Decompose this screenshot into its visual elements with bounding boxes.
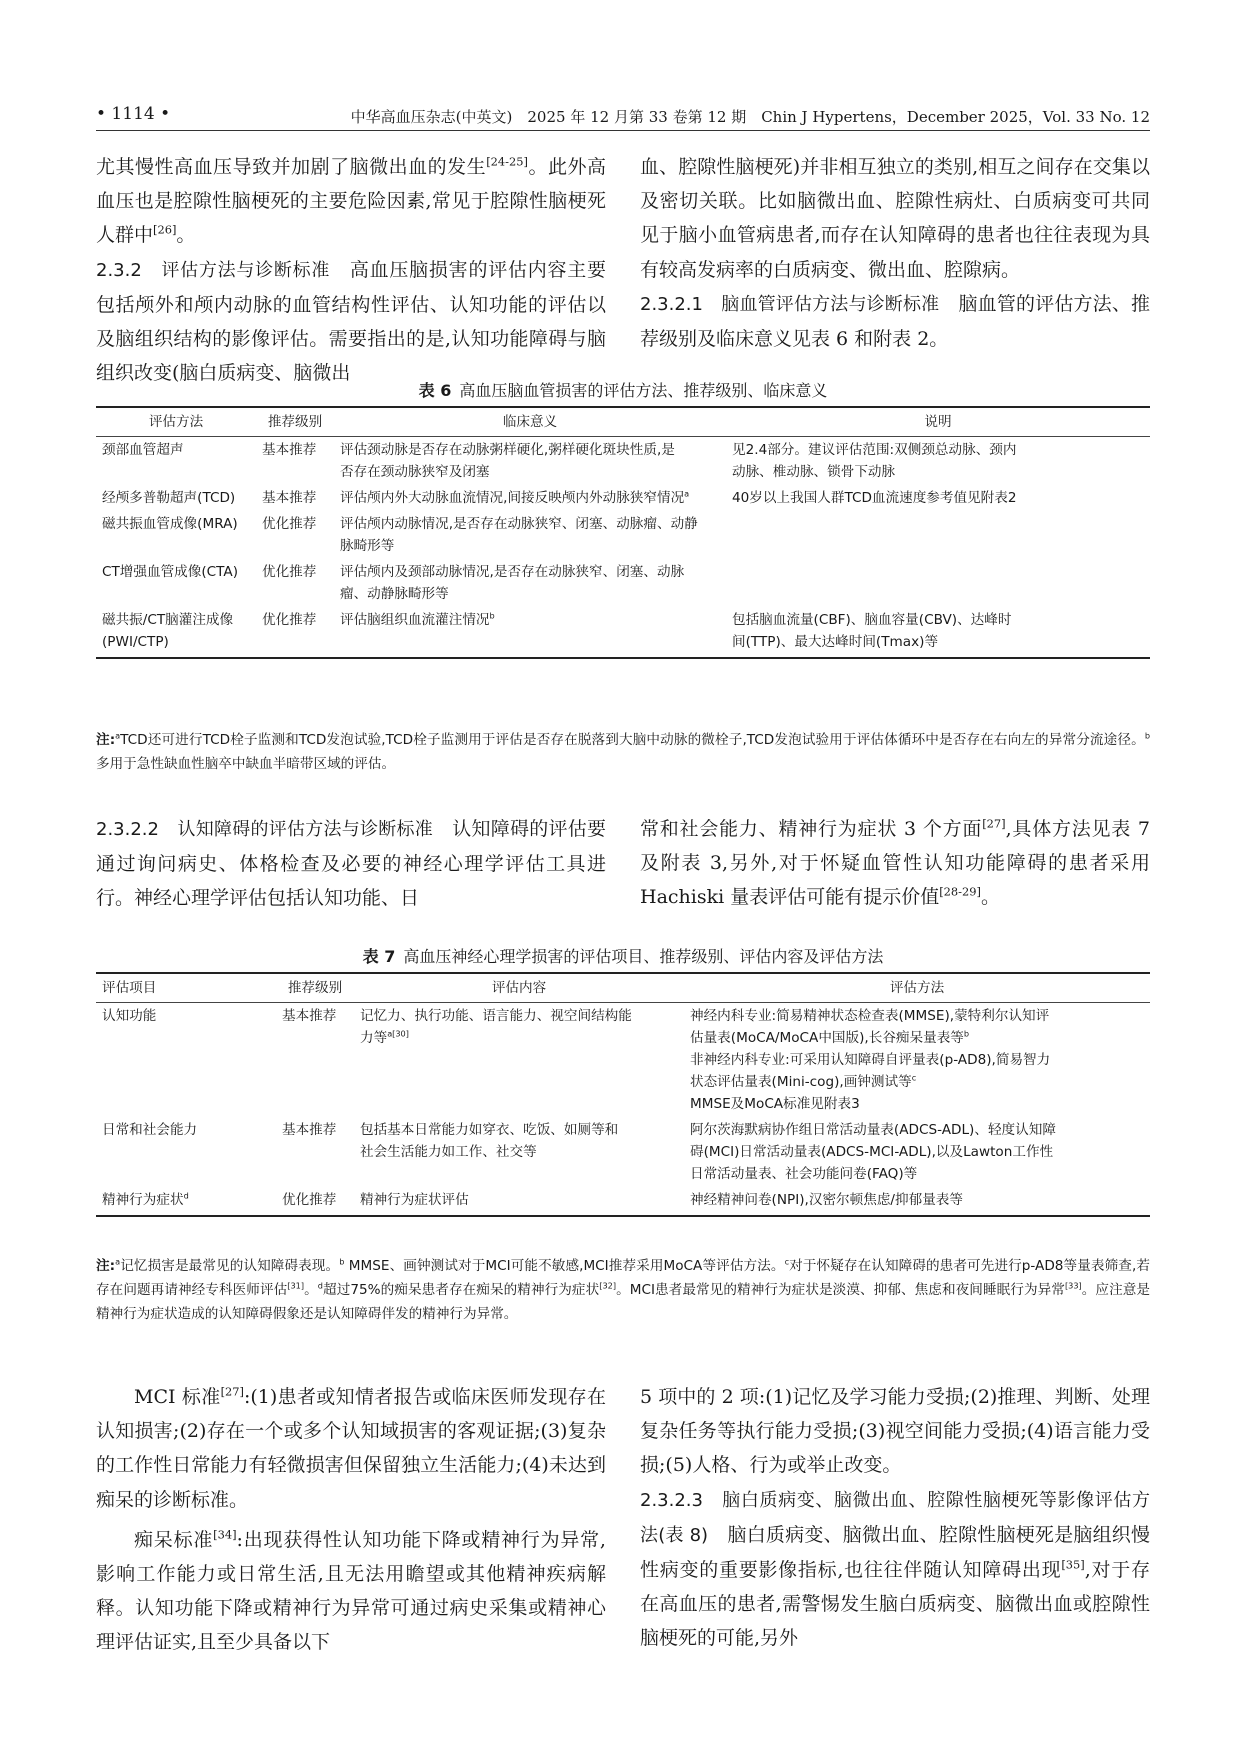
heading-2-3-2-2: 2.3.2.2 认知障碍的评估方法与诊断标准 [96, 819, 433, 840]
heading-2-3-2-3: 2.3.2.3 脑白质病变、脑微出血、腔隙性脑梗死等影像评估方法(表 8) [640, 1489, 1150, 1546]
cell-level: 优化推荐 [262, 516, 317, 532]
table7 [96, 972, 1150, 1217]
section2-right-column [640, 812, 1150, 915]
cell-content: 记忆力、执行功能、语言能力、视空间结构能 力等$^{a[30]}$ [360, 1008, 632, 1046]
table7-caption: 表 7 高血压神经心理学损害的评估项目、推荐级别、评估内容及评估方法 [362, 947, 884, 966]
citation: [34] [213, 1527, 237, 1542]
section3-right-column [640, 1380, 1150, 1656]
citation: [27] [220, 1384, 244, 1399]
citation: [24-25] [486, 154, 528, 169]
col-header: 推荐级别 [256, 407, 334, 437]
cell-meaning: 评估颅内及颈部动脉情况,是否存在动脉狭窄、闭塞、动脉 瘤、动静脉畸形等 [340, 564, 685, 602]
cell-level: 优化推荐 [262, 564, 317, 580]
table-row [96, 437, 1150, 486]
cell-level: 优化推荐 [276, 1187, 354, 1216]
table-row [96, 1187, 1150, 1216]
table-header-row [96, 407, 1150, 437]
cell-item: 日常和社会能力 [102, 1122, 198, 1138]
col-header: 评估方法 [684, 973, 1150, 1003]
cell-item: 精神行为症状$^d$ [96, 1187, 276, 1216]
cell-note [726, 511, 1150, 559]
table-header-row [96, 973, 1150, 1003]
paragraph: 常和社会能力、精神行为症状 3 个方面[27],具体方法见表 7 及附表 3,另外,对于怀疑血管性认知功能障碍的患者采用 Hachiski 量表评估可能有提示价值[28-29]。 [640, 816, 1150, 909]
cell-meaning: 评估脑组织血流灌注情况$^b$ [334, 607, 726, 658]
paragraph: 血、腔隙性脑梗死)并非相互独立的类别,相互之间存在交集以及密切关联。比如脑微出血、腔隙性病灶、白质病变可共同见于脑小血管病患者,而存在认知障碍的患者也往往表现为具有较高发病率的白质病变、微出血、腔隙病。 [640, 156, 1150, 281]
citation: [35] [1061, 1557, 1085, 1572]
table6 [96, 406, 1150, 659]
table-row [96, 511, 1150, 559]
cell-note [726, 559, 1150, 607]
citation: [26] [153, 223, 177, 238]
cell-note: 包括脑血流量(CBF)、脑血容量(CBV)、达峰时 间(TTP)、最大达峰时间(Tmax)等 [726, 607, 1150, 658]
paragraph: 5 项中的 2 项:(1)记忆及学习能力受损;(2)推理、判断、处理复杂任务等执行能力受损;(3)视空间能力受损;(4)语言能力受损;(5)人格、行为或举止改变。 [640, 1386, 1150, 1477]
col-header: 评估项目 [96, 973, 276, 1003]
cell-meaning: 评估颅内外大动脉血流情况,间接反映颅内外动脉狭窄情况$^a$ [340, 488, 690, 506]
section-2-3-2: 2.3.2 评估方法与诊断标准 高血压脑损害的评估内容主要包括颅外和颅内动脉的血管结构性评估、认知功能的评估以及脑组织结构的影像评估。需要指出的是,认知功能障碍与脑组织改变(脑白质病变、脑微出 [96, 258, 606, 385]
cell-note: 40岁以上我国人群TCD血流速度参考值见附表2 [732, 490, 1017, 506]
section-2-3-2-3: 2.3.2.3 脑白质病变、脑微出血、腔隙性脑梗死等影像评估方法(表 8) 脑白质病变、脑微出血、腔隙性脑梗死是脑组织慢性病变的重要影像指标,也往往伴随认知障碍出现[35],对于存在高血压的患者,需警惕发生脑白质病变、脑微出血或腔隙性脑梗死的可能,另外 [640, 1489, 1150, 1650]
cell-level: 基本推荐 [262, 490, 317, 506]
cell-method: 磁共振/CT脑灌注成像 (PWI/CTP) [96, 607, 256, 658]
section1-right-column [640, 150, 1150, 356]
running-head [96, 100, 1150, 131]
cell-method: 颈部血管超声 [102, 442, 184, 458]
table-row [96, 607, 1150, 658]
table-row [96, 1117, 1150, 1187]
dementia-criteria: 痴呆标准[34]:出现获得性认知功能下降或精神行为异常,影响工作能力或日常生活,且无法用瞻望或其他精神疾病解释。认知功能下降或精神行为异常可通过病史采集或精神心理评估证实,且至少具备以下 [96, 1527, 606, 1654]
citation: [27] [982, 816, 1006, 831]
cell-item: 认知功能 [102, 1008, 157, 1024]
cell-method: 神经精神问卷(NPI),汉密尔顿焦虑/抑郁量表等 [684, 1187, 1150, 1216]
cell-note: 见2.4部分。建议评估范围:双侧颈总动脉、颈内 动脉、椎动脉、锁骨下动脉 [732, 442, 1017, 480]
cell-level: 基本推荐 [262, 442, 317, 458]
citation: [28-29] [939, 885, 981, 900]
cell-method: 阿尔茨海默病协作组日常活动量表(ADCS-ADL)、轻度认知障 碍(MCI)日常活动量表(ADCS-MCI-ADL),以及Lawton工作性 日常活动量表、社会功能问卷(FAQ)等 [690, 1122, 1056, 1182]
table-row [96, 485, 1150, 511]
cell-method: 经颅多普勒超声(TCD) [102, 490, 236, 506]
section2-left-column [96, 812, 606, 916]
section-2-3-2-1: 2.3.2.1 脑血管评估方法与诊断标准 脑血管的评估方法、推荐级别及临床意义见表 6 和附表 2。 [640, 292, 1150, 351]
col-header: 说明 [726, 407, 1150, 437]
table7-footnote: 注:$^a$记忆损害是最常见的认知障碍表现。$^b$ MMSE、画钟测试对于MCI可能不敏感,MCI推荐采用MoCA等评估方法。$^c$对于怀疑存在认知障碍的患者可先进行p-AD8等量表筛查,若存在问题再请神经专科医师评估[31]。$^d$超过75%的痴呆患者存在痴呆的精神行为症状[32]。MCI患者最常见的精神行为症状是淡漠、抑郁、焦虑和夜间睡眠行为异常[33]。应注意是精神行为症状造成的认知障碍假象还是认知障碍伴发的精神行为异常。 [96, 1256, 1151, 1322]
cell-level: 优化推荐 [256, 607, 334, 658]
page-number: • 1114 • [96, 104, 171, 124]
col-header: 推荐级别 [276, 973, 354, 1003]
mci-criteria: MCI 标准[27]:(1)患者或知情者报告或临床医师发现存在认知损害;(2)存在一个或多个认知域损害的客观证据;(3)复杂的工作性日常能力有轻微损害但保留独立生活能力;(4)未达到痴呆的诊断标准。 [96, 1384, 606, 1511]
paragraph: 尤其慢性高血压导致并加剧了脑微出血的发生[24-25]。此外高血压也是腔隙性脑梗死的主要危险因素,常见于腔隙性脑梗死人群中[26]。 [96, 154, 606, 247]
table6-caption: 表 6 高血压脑血管损害的评估方法、推荐级别、临床意义 [418, 381, 828, 400]
section3-left-column [96, 1380, 606, 1660]
cell-content: 包括基本日常能力如穿衣、吃饭、如厕等和 社会生活能力如工作、社交等 [360, 1122, 619, 1160]
cell-content: 精神行为症状评估 [354, 1187, 684, 1216]
journal-page [96, 0, 1150, 1755]
cell-method: 磁共振血管成像(MRA) [102, 516, 238, 532]
section-2-3-2-2: 2.3.2.2 认知障碍的评估方法与诊断标准 认知障碍的评估要通过询问病史、体格检查及必要的神经心理学评估工具进行。神经心理学评估包括认知功能、日 [96, 818, 606, 910]
heading-2-3-2-1: 2.3.2.1 脑血管评估方法与诊断标准 [640, 293, 940, 315]
cell-method: CT增强血管成像(CTA) [102, 564, 239, 580]
cell-meaning: 评估颅内动脉情况,是否存在动脉狭窄、闭塞、动脉瘤、动静 脉畸形等 [340, 516, 698, 554]
table-row [96, 559, 1150, 607]
cell-meaning: 评估颈动脉是否存在动脉粥样硬化,粥样硬化斑块性质,是 否存在颈动脉狭窄及闭塞 [340, 442, 675, 480]
col-header: 评估内容 [354, 973, 684, 1003]
section1-left-column [96, 150, 606, 390]
cell-method: 神经内科专业:简易精神状态检查表(MMSE),蒙特利尔认知评 估量表(MoCA/MoCA中国版),长谷痴呆量表等$^b$ 非神经内科专业:可采用认知障碍自评量表(p-AD8),简易智力 状态评估量表(Mini-cog),画钟测试等$^c$ MMSE及MoCA标准见附表3 [690, 1008, 1051, 1112]
heading-2-3-2: 2.3.2 评估方法与诊断标准 [96, 259, 331, 281]
col-header: 评估方法 [96, 407, 256, 437]
journal-citation: 中华高血压杂志(中英文) 2025 年 12 月第 33 卷第 12 期 Chin J Hypertens，December 2025，Vol. 33 No. 12 [350, 108, 1150, 126]
cell-level: 基本推荐 [282, 1122, 337, 1138]
table-row [96, 1003, 1150, 1118]
cell-level: 基本推荐 [282, 1008, 337, 1024]
col-header: 临床意义 [334, 407, 726, 437]
table6-footnote: 注:$^a$TCD还可进行TCD栓子监测和TCD发泡试验,TCD栓子监测用于评估是否存在脱落到大脑中动脉的微栓子,TCD发泡试验用于评估体循环中是否存在右向左的异常分流途径。$^b$多用于急性缺血性脑卒中缺血半暗带区域的评估。 [96, 730, 1150, 772]
